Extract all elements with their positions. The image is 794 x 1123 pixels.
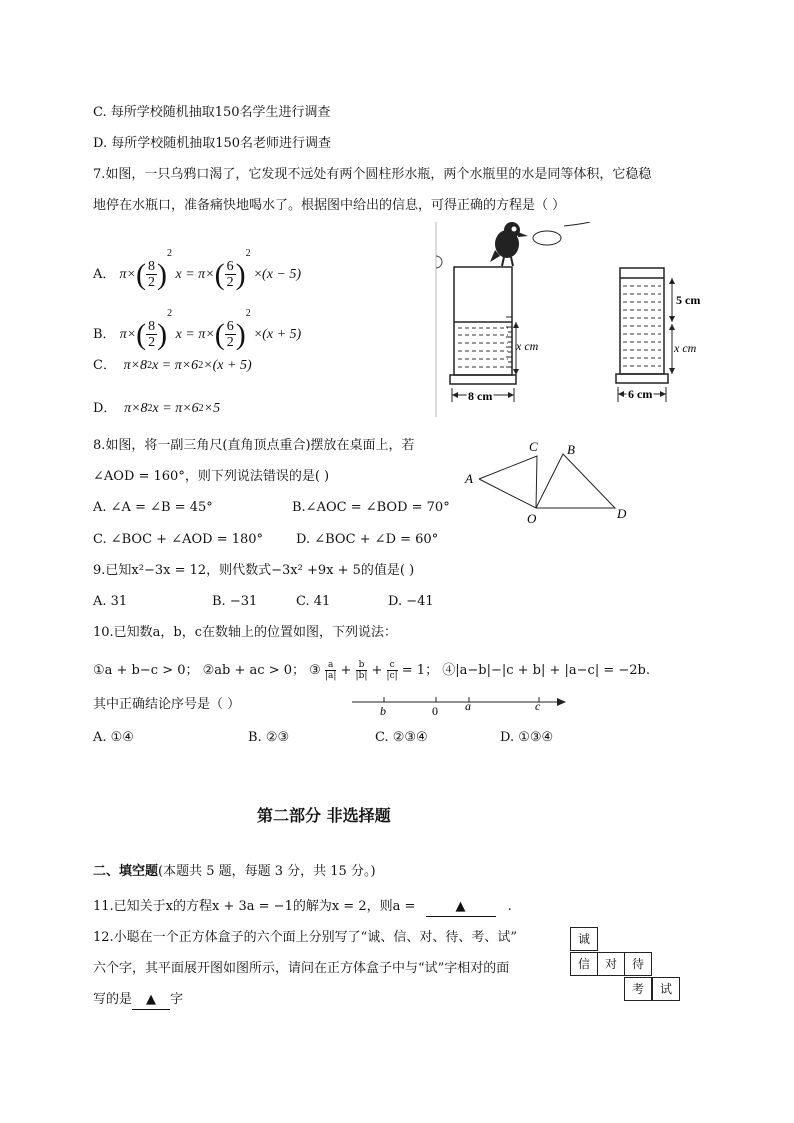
- left-bottle: [450, 267, 519, 402]
- cube-net: [566, 925, 682, 1003]
- left-x-label: x cm: [516, 339, 539, 353]
- q11-blank-marker: ▲: [455, 899, 466, 914]
- q10-number-line: [350, 692, 570, 718]
- q10-option-b: B. ②③: [248, 730, 290, 745]
- q9-stem: 9.已知x²−3x = 12，则代数式−3x² +9x + 5的值是( ): [93, 563, 415, 578]
- q12-answer-blank[interactable]: [132, 991, 170, 1010]
- point-d-label: D: [617, 506, 627, 521]
- q9-option-c: C. 41: [296, 594, 331, 609]
- section2-heading: [93, 863, 376, 881]
- q11-text: 11.已知关于x的方程x + 3a = −1的解为x = 2，则a =: [93, 899, 416, 914]
- q12-blank-marker: ▲: [146, 992, 157, 1007]
- q11-answer-blank[interactable]: [426, 898, 496, 917]
- axis-a-label: a: [465, 699, 471, 713]
- cube-face-dai: 待: [624, 952, 652, 976]
- q7-option-a: [93, 232, 301, 297]
- q10-statement-3-prefix: ③: [309, 663, 321, 678]
- q10-statement-3-suffix: = 1；: [397, 663, 439, 678]
- right-x-label: x cm: [674, 341, 697, 355]
- point-o-label: O: [527, 511, 537, 526]
- crow-icon: [490, 222, 528, 266]
- axis-zero-label: 0: [432, 704, 438, 718]
- q10-statement-2: ②ab + ac > 0；: [202, 663, 305, 678]
- part2-title: 第二部分 非选择题: [257, 806, 391, 825]
- q10-statement-3: ③ $\frac{a}{|a|}$ + $\frac{b}{|b|}$ + $\frac{c}{|c|}$ = 1；: [309, 660, 439, 681]
- q11-end: .: [507, 899, 512, 914]
- q12-prefix: 写的是: [93, 992, 133, 1007]
- q8-option-c: C. ∠BOC + ∠AOD = 180°: [93, 532, 264, 547]
- q10-option-c: C. ②③④: [375, 730, 428, 745]
- q7-option-c-label: C．: [93, 358, 116, 373]
- left-width-label: 8 cm: [468, 389, 493, 403]
- q7-crow-bottles-figure: [432, 222, 702, 417]
- cube-face-cheng: 诚: [570, 927, 598, 951]
- q10-question: 其中正确结论序号是（ ）: [93, 697, 241, 712]
- q9-option-d: D. −41: [388, 594, 434, 609]
- q9-option-b: B. −31: [212, 594, 258, 609]
- q7-option-d-label: D．: [93, 401, 117, 416]
- q10-statements: [93, 660, 650, 682]
- q7-stem-line2: 地停在水瓶口，准备痛快地喝水了。根据图中给出的信息，可得正确的方程是（ ）: [93, 198, 566, 213]
- q8-option-d: D. ∠BOC + ∠D = 60°: [296, 532, 439, 547]
- q8-option-a: A. ∠A = ∠B = 45°: [93, 500, 213, 515]
- q10-option-d: D. ①③④: [500, 730, 554, 745]
- q10-statement-1: ①a + b−c > 0；: [93, 663, 199, 678]
- cube-face-dui: 对: [597, 952, 625, 976]
- q10-option-a: A. ①④: [93, 730, 134, 745]
- q7-option-b: [93, 292, 301, 357]
- q9-option-a: A. 31: [93, 594, 128, 609]
- axis-b-label: b: [380, 704, 386, 718]
- point-c-label: C: [529, 439, 538, 454]
- q11: [93, 898, 512, 917]
- q7-option-c: [93, 357, 252, 375]
- right-five-label: 5 cm: [676, 293, 701, 307]
- q12-stem-line2: 六个字，其平面展开图如图所示，请问在正方体盒子中与“试”字相对的面: [93, 961, 510, 976]
- right-bottle: [616, 268, 675, 402]
- q6-option-d: D. 每所学校随机抽取150名老师进行调查: [93, 136, 332, 151]
- cube-face-shi: 试: [652, 977, 680, 1001]
- q6-option-c: C. 每所学校随机抽取150名学生进行调查: [93, 105, 331, 120]
- q12-suffix: 字: [170, 992, 184, 1007]
- cube-face-kao: 考: [624, 977, 652, 1001]
- section2-note: (本题共 5 题，每题 3 分，共 15 分。): [158, 864, 376, 879]
- q8-triangles-figure: [455, 432, 645, 532]
- q7-option-b-equation: π×( $\frac{8}{2}$ )$^2$ x = π×( $\frac{6}{2}$ )$^2$ ×(x + 5): [119, 308, 302, 351]
- axis-c-label: c: [535, 699, 541, 713]
- q7-option-d-equation: $\pi\times 8^2x = \pi\times 6^2\times 5$: [120, 401, 221, 416]
- q7-stem-line1: 7.如图，一只乌鸦口渴了，它发现不远处有两个圆柱形水瓶，两个水瓶里的水是同等体积，它稳稳: [93, 167, 652, 182]
- cube-face-xin: 信: [570, 952, 598, 976]
- point-a-label: A: [465, 471, 473, 486]
- q7-option-a-label: A．: [93, 267, 116, 282]
- q7-option-a-equation: π×( $\frac{8}{2}$ )$^2$ x = π×( $\frac{6}{2}$ )$^2$ ×(x − 5): [119, 248, 302, 291]
- q12-stem-line3: [93, 991, 183, 1010]
- q10-statement-4: ④|a−b|−|c + b| + |a−c| = −2b.: [442, 663, 650, 678]
- section2-label: 二、填空题: [93, 864, 159, 879]
- q7-option-d: [93, 400, 220, 418]
- q8-option-b: B.∠AOC = ∠BOD = 70°: [292, 500, 450, 515]
- q10-stem: 10.已知数a，b，c在数轴上的位置如图，下列说法：: [93, 625, 398, 640]
- q8-stem-line1: 8.如图，将一副三角尺(直角顶点重合)摆放在桌面上，若: [93, 438, 415, 453]
- q12-stem-line1: 12.小聪在一个正方体盒子的六个面上分别写了“诚、信、对、待、考、试”: [93, 930, 517, 945]
- q8-stem-line2: ∠AOD = 160°，则下列说法错误的是( ): [93, 469, 330, 484]
- q7-option-b-label: B．: [93, 327, 116, 342]
- right-width-label: 6 cm: [628, 387, 653, 401]
- point-b-label: B: [567, 442, 575, 457]
- q7-option-c-equation: $\pi\times 8^2x = \pi\times 6^2\times(x + 5)$: [120, 358, 252, 373]
